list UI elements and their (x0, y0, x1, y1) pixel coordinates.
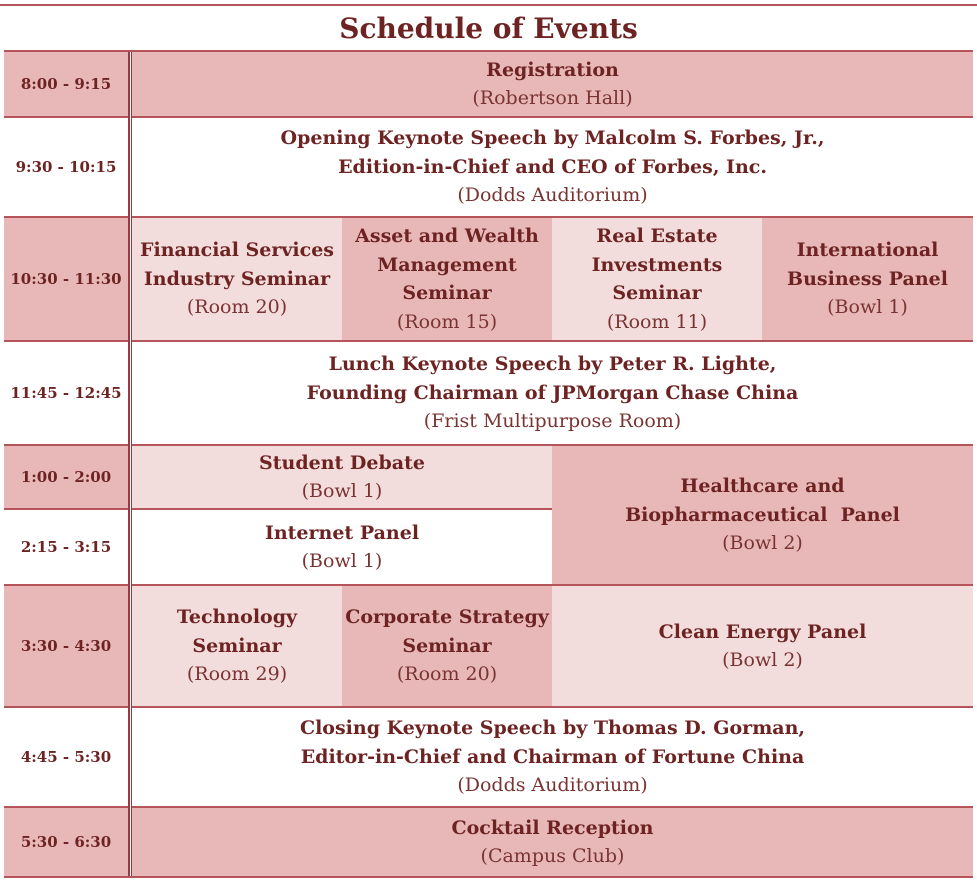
event-title-line: International (796, 239, 939, 262)
event-title-line: Seminar (402, 634, 492, 657)
event-healthcare-panel (552, 446, 973, 584)
event-title-line: Lunch Keynote Speech by Peter R. Lighte, (328, 353, 777, 376)
event-room: (Frist Multipurpose Room) (423, 410, 682, 433)
event-title-line: Seminar (402, 282, 492, 304)
event-room: (Dodds Auditorium) (457, 774, 648, 797)
event-title-line: Closing Keynote Speech by Thomas D. Gorman, (299, 717, 806, 740)
event-financial-services-seminar (132, 218, 342, 340)
event-title-line: Financial Services (139, 239, 334, 262)
table-bottom-border (4, 876, 973, 878)
event-asset-wealth-seminar (342, 218, 552, 340)
event-title: Internet Panel (264, 521, 420, 544)
time-column-divider (128, 52, 132, 876)
row-divider (4, 584, 973, 586)
event-title-line: Editor-in-Chief and Chairman of Fortune China (300, 745, 805, 768)
row-divider (4, 50, 973, 52)
time-slot-5: 1:00 - 2:00 (4, 446, 128, 508)
time-slot-8: 4:45 - 5:30 (4, 708, 128, 806)
event-title-line: Investments (591, 253, 723, 276)
event-room: (Room 11) (606, 310, 708, 333)
event-title-line: Industry Seminar (143, 267, 331, 290)
time-slot-9: 5:30 - 6:30 (4, 808, 128, 876)
event-room: (Bowl 1) (827, 296, 908, 319)
event-title-line: Asset and Wealth (355, 225, 539, 247)
event-opening-keynote (132, 118, 973, 216)
event-room: (Bowl 2) (722, 532, 803, 555)
event-clean-energy-panel (552, 586, 973, 706)
event-room: (Room 20) (396, 663, 498, 686)
event-room: (Room 20) (186, 296, 288, 319)
event-room: (Campus Club) (480, 845, 625, 867)
event-title-line: Healthcare and (680, 475, 845, 498)
row-divider (4, 216, 973, 218)
event-title-line: Opening Keynote Speech by Malcolm S. Forbes, Jr., (280, 127, 825, 150)
row-divider (4, 444, 973, 446)
row-divider (4, 508, 552, 510)
event-lunch-keynote (132, 342, 973, 444)
event-registration (132, 52, 973, 116)
event-title-line: Corporate Strategy (345, 606, 549, 629)
event-title-line: Business Panel (787, 267, 948, 290)
event-room: (Room 15) (396, 310, 498, 333)
event-room: (Bowl 1) (301, 480, 383, 502)
event-student-debate (132, 446, 552, 508)
event-cocktail-reception (132, 808, 973, 876)
row-divider (4, 806, 973, 808)
row-divider (4, 116, 973, 118)
event-room: (Bowl 2) (722, 649, 803, 671)
event-title: Registration (486, 58, 619, 81)
event-title-line: Edition-in-Chief and CEO of Forbes, Inc. (338, 155, 767, 178)
event-title-line: Real Estate (596, 225, 718, 247)
event-title: Student Debate (259, 451, 425, 474)
event-internet-panel (132, 510, 552, 584)
row-divider (4, 706, 973, 708)
time-slot-7: 3:30 - 4:30 (4, 586, 128, 706)
event-title-line: Technology (176, 606, 298, 629)
row-divider (4, 340, 973, 342)
event-real-estate-seminar (552, 218, 762, 340)
event-room: (Robertson Hall) (472, 87, 633, 109)
event-title-line: Biopharmaceutical Panel (625, 503, 900, 526)
event-title-line: Seminar (192, 634, 282, 657)
event-technology-seminar (132, 586, 342, 706)
event-title-line: Founding Chairman of JPMorgan Chase China (306, 381, 799, 404)
page-title: Schedule of Events (0, 4, 977, 52)
event-international-business-panel (762, 218, 973, 340)
event-room: (Bowl 1) (301, 550, 383, 572)
time-slot-6: 2:15 - 3:15 (4, 510, 128, 584)
time-slot-2: 9:30 - 10:15 (4, 118, 128, 216)
event-title: Clean Energy Panel (658, 620, 867, 643)
event-room: (Dodds Auditorium) (457, 184, 648, 207)
event-title: Cocktail Reception (451, 816, 654, 839)
event-closing-keynote (132, 708, 973, 806)
event-corporate-strategy-seminar (342, 586, 552, 706)
event-title-line: Management (377, 253, 517, 276)
time-slot-3: 10:30 - 11:30 (4, 218, 128, 340)
event-room: (Room 29) (186, 663, 288, 686)
time-slot-4: 11:45 - 12:45 (4, 342, 128, 444)
event-title-line: Seminar (612, 282, 702, 304)
time-slot-1: 8:00 - 9:15 (4, 52, 128, 116)
